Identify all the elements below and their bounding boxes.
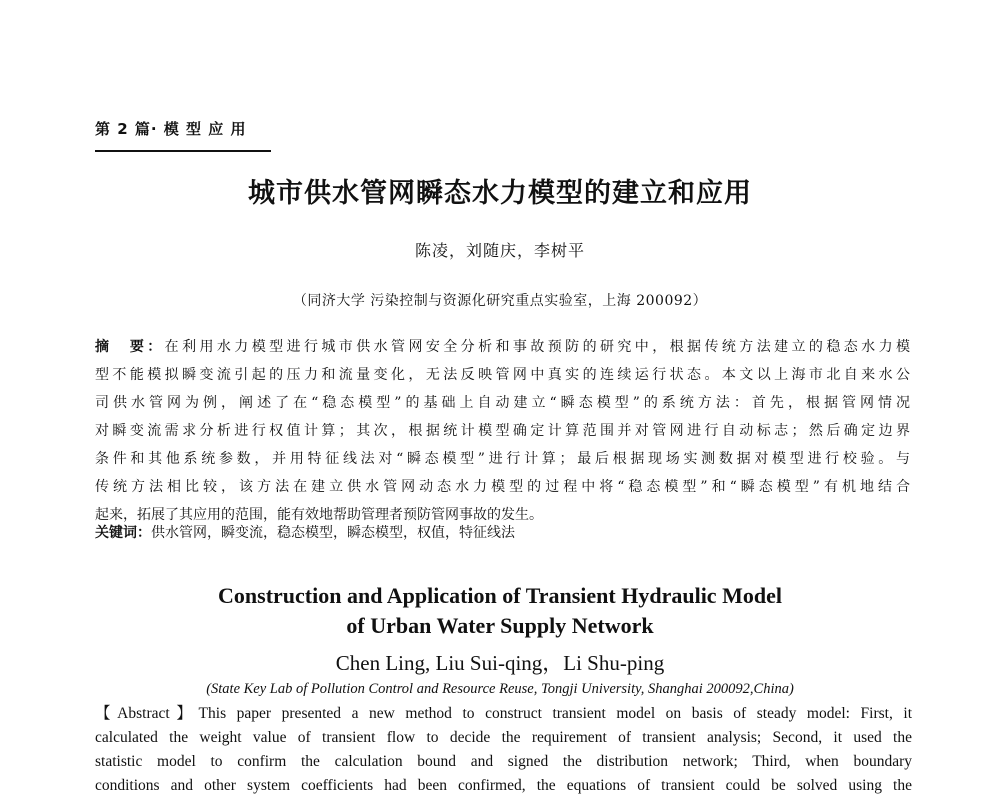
english-abstract-line: calculated the weight value of transient flow to decide the requirement of transient analysis; Second, it used the [95,729,912,746]
chinese-abstract-line: 型不能模拟瞬变流引起的压力和流量变化，无法反映管网中真实的连续运行状态。本文以上海市北自来水公 [95,367,910,383]
english-affiliation: (State Key Lab of Pollution Control and Resource Reuse, Tongji University, Shanghai 200092,China) [206,681,794,697]
abstract-label: 摘 要： [95,339,165,355]
chinese-abstract-line: 传统方法相比较，该方法在建立供水管网动态水力模型的过程中将“稳态模型”和“瞬态模型”有机地结合 [95,479,910,495]
chinese-abstract [95,333,910,529]
english-abstract [95,702,912,798]
english-abstract-line: 【Abstract】This paper presented a new method to construct transient model on basis of steady model: First, it [95,705,912,722]
chinese-abstract-line: 对瞬变流需求分析进行权值计算；其次，根据统计模型确定计算范围并对管网进行自动标志；然后确定边界 [95,423,910,439]
english-title [0,581,1000,641]
english-authors: Chen Ling, Liu Sui-qing，Li Shu-ping [335,651,665,675]
english-title-line-2: of Urban Water Supply Network [346,613,654,638]
chinese-title: 城市供水管网瞬态水力模型的建立和应用 [248,178,752,209]
chinese-abstract-line: 摘 要：在利用水力模型进行城市供水管网安全分析和事故预防的研究中，根据传统方法建立的稳态水力模 [95,339,911,355]
chinese-abstract-line: 起来，拓展了其应用的范围，能有效地帮助管理者预防管网事故的发生。 [95,507,543,523]
section-label: 第 2 篇· 模 型 应 用 [95,120,247,138]
section-rule [95,150,271,152]
chinese-affiliation: （同济大学 污染控制与资源化研究重点实验室，上海 200092） [292,293,708,309]
english-abstract-line: statistic model to confirm the calculation bound and signed the distribution network; Third, when boundary [95,753,912,770]
chinese-authors: 陈凌，刘随庆，李树平 [414,241,585,260]
chinese-abstract-line: 司供水管网为例，阐述了在“稳态模型”的基础上自动建立“瞬态模型”的系统方法：首先，根据管网情况 [95,395,910,411]
keywords-text: 供水管网，瞬变流，稳态模型，瞬态模型，权值，特征线法 [151,525,515,541]
chinese-abstract-line: 条件和其他系统参数，并用特征线法对“瞬态模型”进行计算；最后根据现场实测数据对模型进行校验。与 [95,451,910,467]
keywords-label: 关键词： [95,525,151,541]
chinese-keywords [95,522,910,544]
english-title-line-1: Construction and Application of Transient Hydraulic Model [218,583,782,608]
english-abstract-line: conditions and other system coefficients had been confirmed, the equations of transient could be solved using the [95,777,912,794]
